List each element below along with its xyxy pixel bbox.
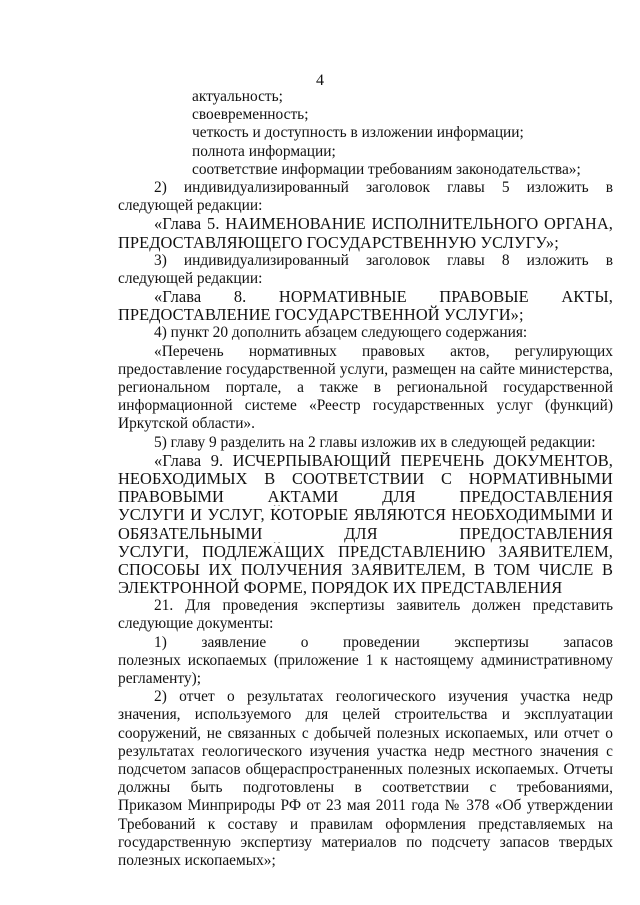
text-line: следующей редакции: <box>118 197 263 215</box>
text-line: ПРЕДОСТАВЛЕНИЕ ГОСУДАРСТВЕННОЙ УСЛУГИ»; <box>118 305 524 325</box>
text-line: Требований к составу и правилам оформления представляемых на <box>118 815 613 833</box>
page-number: 4 <box>316 72 324 89</box>
text-line: 5) главу 9 разделить на 2 главы изложив их в следующей редакции: <box>154 433 596 451</box>
text-line: региональном портале, а также в региональной государственной <box>118 379 613 396</box>
text-line: значения, используемого для целей строительства и эксплуатации <box>118 706 613 724</box>
text-line: ОБЯЗАТЕЛЬНЫМИ ДЛЯ ПРЕДОСТАВЛЕНИЯ <box>118 524 613 543</box>
text-line: 1) заявление о проведении экспертизы запасов <box>154 633 613 651</box>
text-line: полезных ископаемых»; <box>118 851 276 869</box>
text-line: 4) пункт 20 дополнить абзацем следующего содержания: <box>154 324 528 342</box>
text-line: четкость и доступность в изложении информации; <box>192 124 524 142</box>
text-line: должны быть подготовлены в соответствии с требованиями, <box>118 779 613 797</box>
text-line: ЭЛЕКТРОННОЙ ФОРМЕ, ПОРЯДОК ИХ ПРЕДСТАВЛЕНИЯ <box>118 578 563 598</box>
text-line: ПРЕДОСТАВЛЯЮЩЕГО ГОСУДАРСТВЕННУЮ УСЛУГУ»; <box>118 232 559 252</box>
text-line: Приказом Минприроды РФ от 23 мая 2011 года № 378 «Об утверждении <box>118 797 613 815</box>
text-line: актуальность; <box>192 88 283 105</box>
text-line: 2) индивидуализированный заголовок главы 5 изложить в <box>154 178 613 196</box>
text-line: 2) отчет о результатах геологического изучения участка недр <box>154 688 613 706</box>
text-line: полнота информации; <box>192 142 336 160</box>
text-line: «Перечень нормативных правовых актов, регулирующих <box>154 342 613 360</box>
text-line: 21. Для проведения экспертизы заявитель должен представить <box>154 597 613 615</box>
text-line: «Глава 8. НОРМАТИВНЫЕ ПРАВОВЫЕ АКТЫ, <box>154 288 613 307</box>
text-line: следующей редакции: <box>118 269 263 287</box>
text-line: 3) индивидуализированный заголовок главы 8 изложить в <box>154 251 613 269</box>
text-line: регламенту); <box>118 670 201 687</box>
text-line: предоставление государственной услуги, размещен на сайте министерства, <box>118 360 613 378</box>
text-line: сооружений, не связанных с добычей полезных ископаемых, или отчет о <box>118 724 613 742</box>
text-line: «Глава 5. НАИМЕНОВАНИЕ ИСПОЛНИТЕЛЬНОГО ОРГАНА, <box>154 215 613 234</box>
text-line: УСЛУГИ И УСЛУГ, КОТОРЫЕ ЯВЛЯЮТСЯ НЕОБХОДИМЫМИ И <box>118 506 613 525</box>
text-line: информационной системе «Реестр государственных услуг (функций) <box>118 397 613 415</box>
text-line: «Глава 9. ИСЧЕРПЫВАЮЩИЙ ПЕРЕЧЕНЬ ДОКУМЕНТОВ, <box>154 451 613 470</box>
text-line: ПРАВОВЫМИ АКТАМИ ДЛЯ ПРЕДОСТАВЛЕНИЯ <box>118 488 613 507</box>
text-line: НЕОБХОДИМЫХ В СООТВЕТСТВИИ С НОРМАТИВНЫМИ <box>118 469 613 488</box>
text-line: подсчетом запасов общераспространенных полезных ископаемых. Отчеты <box>118 760 613 778</box>
text-line: своевременность; <box>192 106 309 124</box>
text-line: соответствие информации требованиям законодательства»; <box>192 160 581 178</box>
document-body <box>118 88 613 870</box>
text-line: УСЛУГИ, ПОДЛЕЖАЩИХ ПРЕДСТАВЛЕНИЮ ЗАЯВИТЕЛЕМ, <box>118 542 613 561</box>
text-line: результатах геологического изучения участка недр местного значения с <box>118 742 613 760</box>
text-line: следующие документы: <box>118 615 274 633</box>
text-line: Иркутской области». <box>118 415 255 433</box>
text-line: СПОСОБЫ ИХ ПОЛУЧЕНИЯ ЗАЯВИТЕЛЕМ, В ТОМ ЧИСЛЕ В <box>118 560 613 579</box>
text-line: полезных ископаемых (приложение 1 к настоящему административному <box>118 651 613 669</box>
text-line: государственную экспертизу материалов по подсчету запасов твердых <box>118 833 613 851</box>
